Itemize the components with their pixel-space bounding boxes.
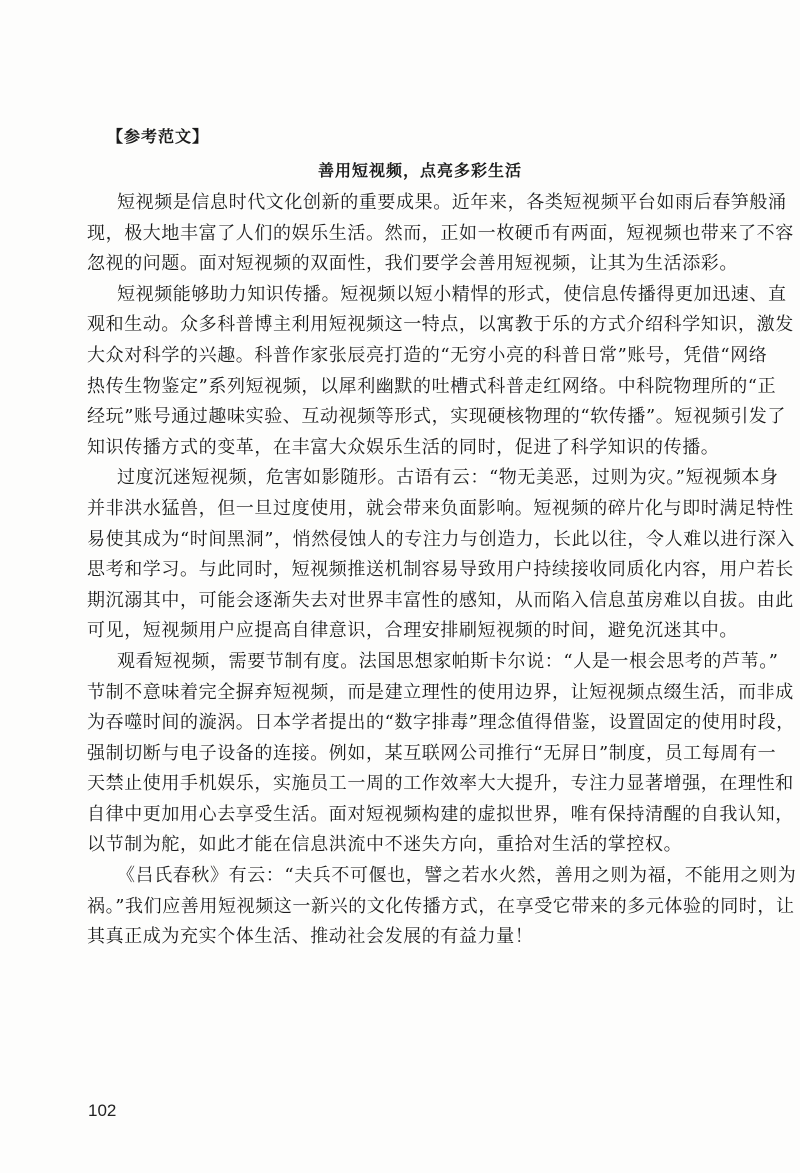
- paragraph-2: [87, 280, 794, 464]
- text-line: 热传生物鉴定”系列短视频，以犀利幽默的吐槽式科普走红网络。中科院物理所的“正: [87, 375, 777, 397]
- text-line: 自律中更加用心去享受生活。面对短视频构建的虚拟世界，唯有保持清醒的自我认知，: [87, 803, 794, 825]
- text-line: 强制切断与电子设备的连接。例如，某互联网公司推行“无屏日”制度，员工每周有一: [87, 742, 777, 764]
- text-line: 天禁止使用手机娱乐，实施员工一周的工作效率大大提升，专注力显著增强，在理性和: [87, 773, 794, 795]
- text-line: 《吕氏春秋》有云：“夫兵不可偃也，譬之若水火然，善用之则为福，不能用之则为: [117, 865, 797, 887]
- text-line: 节制不意味着完全摒弃短视频，而是建立理性的使用边界，让短视频点缀生活，而非成: [87, 681, 794, 703]
- paragraph-3: [87, 463, 795, 647]
- text-line: 可见，短视频用户应提高自律意识，合理安排刷短视频的时间，避免沉迷其中。: [87, 620, 738, 642]
- paragraph-4: [87, 647, 795, 861]
- text-line: 其真正成为充实个体生活、推动社会发展的有益力量！: [87, 926, 534, 948]
- text-line: 并非洪水猛兽，但一旦过度使用，就会带来负面影响。短视频的碎片化与即时满足特性: [87, 497, 794, 519]
- text-line: 观看短视频，需要节制有度。法国思想家帕斯卡尔说：“人是一根会思考的芦苇。”: [117, 650, 779, 672]
- text-line: 易使其成为“时间黑洞”，悄然侵蚀人的专注力与创造力，长此以往，令人难以进行深入: [87, 528, 795, 550]
- text-line: 忽视的问题。面对短视频的双面性，我们要学会善用短视频，让其为生活添彩。: [87, 253, 738, 275]
- page-number: 102: [88, 1101, 117, 1120]
- essay-body: [87, 188, 797, 953]
- text-line: 短视频是信息时代文化创新的重要成果。近年来，各类短视频平台如雨后春笋般涌: [117, 192, 787, 213]
- text-line: 知识传播方式的变革，在丰富大众娱乐生活的同时，促进了科学知识的传播。: [87, 436, 720, 458]
- text-line: 短视频能够助力知识传播。短视频以短小精悍的形式，使信息传播得更加迅速、直: [117, 283, 787, 305]
- paragraph-1: [87, 188, 794, 280]
- text-line: 现，极大地丰富了人们的娱乐生活。然而，正如一枚硬币有两面，短视频也带来了不容: [87, 222, 794, 244]
- text-line: 观和生动。众多科普博主利用短视频这一特点，以寓教于乐的方式介绍科学知识，激发: [87, 314, 794, 336]
- section-tag: 【参考范文】: [107, 127, 210, 146]
- text-line: 大众对科学的兴趣。科普作家张辰亮打造的“无穷小亮的科普日常”账号，凭借“网络: [87, 344, 768, 366]
- text-line: 以节制为舵，如此才能在信息洪流中不迷失方向，重拾对生活的掌控权。: [87, 834, 683, 856]
- essay-title: 善用短视频，点亮多彩生活: [317, 161, 522, 180]
- paragraph-5: [87, 861, 797, 953]
- text-line: 过度沉迷短视频，危害如影随形。古语有云：“物无美恶，过则为灾。”短视频本身: [117, 467, 779, 489]
- text-line: 期沉溺其中，可能会逐渐失去对世界丰富性的感知，从而陷入信息茧房难以自拔。由此: [87, 589, 794, 611]
- text-line: 经玩”账号通过趣味实验、互动视频等形式，实现硬核物理的“软传播”。短视频引发了: [87, 406, 787, 428]
- text-line: 为吞噬时间的漩涡。日本学者提出的“数字排毒”理念值得借鉴，设置固定的使用时段，: [87, 712, 795, 734]
- text-line: 祸。”我们应善用短视频这一新兴的文化传播方式，在享受它带来的多元体验的同时，让: [87, 895, 795, 917]
- text-line: 思考和学习。与此同时，短视频推送机制容易导致用户持续接收同质化内容，用户若长: [87, 559, 794, 581]
